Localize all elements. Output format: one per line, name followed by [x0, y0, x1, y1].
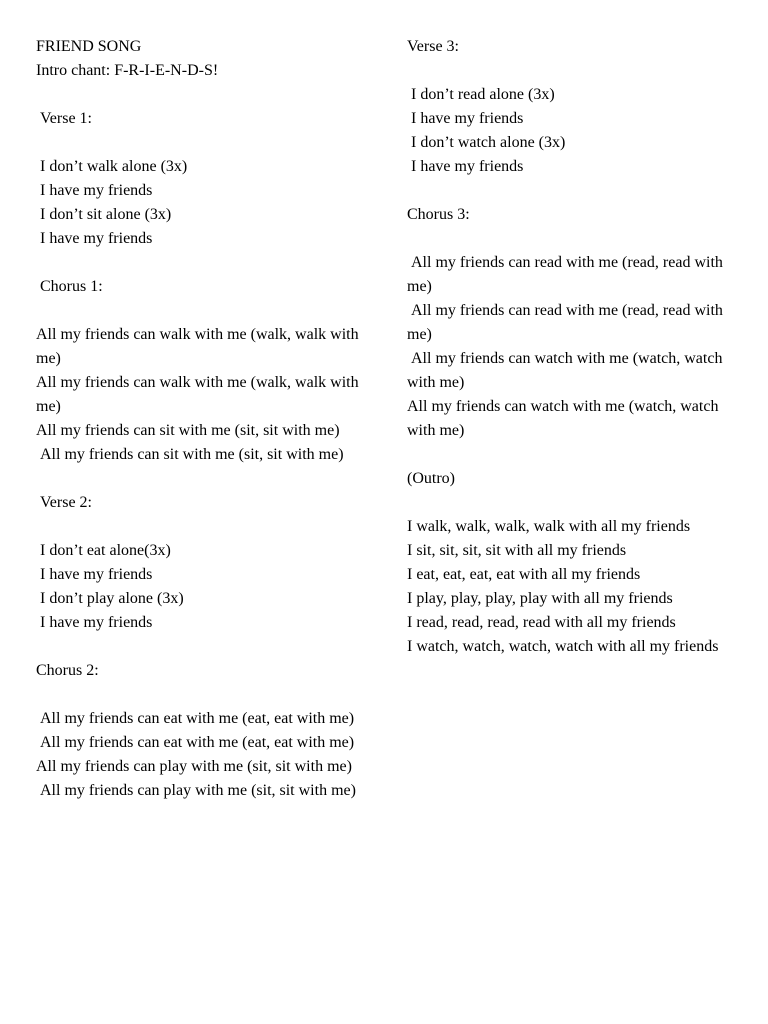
song-line: I have my friends	[407, 158, 524, 175]
song-line: Intro chant: F-R-I-E-N-D-S!	[36, 62, 219, 79]
song-line	[36, 299, 366, 323]
song-line	[36, 635, 366, 659]
song-line	[36, 467, 366, 491]
song-line	[36, 683, 366, 707]
song-line: All my friends can play with me (sit, sit with me)	[36, 758, 352, 775]
song-line: I have my friends	[36, 614, 153, 631]
song-line: Chorus 2:	[36, 662, 99, 679]
song-line: All my friends can read with me (read, read with me)	[407, 254, 727, 295]
song-line: All my friends can sit with me (sit, sit with me)	[36, 446, 344, 463]
song-line: I don’t eat alone(3x)	[36, 542, 171, 559]
song-line	[407, 227, 729, 251]
song-line	[36, 251, 366, 275]
song-line: I have my friends	[36, 566, 153, 583]
song-line: All my friends can watch with me (watch, watch with me)	[407, 398, 723, 439]
left-column	[36, 35, 366, 803]
song-line: I don’t walk alone (3x)	[36, 158, 188, 175]
song-line: I don’t sit alone (3x)	[36, 206, 172, 223]
song-line	[407, 443, 729, 467]
song-line: I play, play, play, play with all my friends	[407, 590, 673, 607]
song-line: All my friends can eat with me (eat, eat with me)	[36, 710, 355, 727]
song-line: (Outro)	[407, 470, 455, 487]
song-line: Chorus 3:	[407, 206, 470, 223]
song-line	[407, 179, 729, 203]
song-line: All my friends can play with me (sit, sit with me)	[36, 782, 356, 799]
song-line	[36, 83, 366, 107]
song-line	[36, 515, 366, 539]
song-line	[36, 131, 366, 155]
song-line: I walk, walk, walk, walk with all my friends	[407, 518, 691, 535]
song-line: Verse 3:	[407, 38, 459, 55]
song-line: I have my friends	[407, 110, 524, 127]
song-line: All my friends can walk with me (walk, walk with me)	[36, 326, 363, 367]
song-line: I sit, sit, sit, sit with all my friends	[407, 542, 627, 559]
song-line: Chorus 1:	[36, 278, 103, 295]
song-line: I don’t read alone (3x)	[407, 86, 555, 103]
song-line: I have my friends	[36, 182, 153, 199]
song-line: I read, read, read, read with all my friends	[407, 614, 676, 631]
song-line: Verse 2:	[36, 494, 92, 511]
song-line: I eat, eat, eat, eat with all my friends	[407, 566, 641, 583]
song-line: I watch, watch, watch, watch with all my friends	[407, 638, 719, 655]
song-line: I don’t play alone (3x)	[36, 590, 184, 607]
song-line: FRIEND SONG	[36, 38, 142, 55]
song-line: Verse 1:	[36, 110, 92, 127]
song-line: All my friends can walk with me (walk, walk with me)	[36, 374, 363, 415]
song-line	[407, 59, 729, 83]
song-line: All my friends can sit with me (sit, sit with me)	[36, 422, 340, 439]
right-column	[407, 35, 729, 659]
song-line: All my friends can watch with me (watch, watch with me)	[407, 350, 727, 391]
song-line: I have my friends	[36, 230, 153, 247]
song-line: All my friends can eat with me (eat, eat with me)	[36, 734, 355, 751]
song-line: All my friends can read with me (read, read with me)	[407, 302, 727, 343]
song-line: I don’t watch alone (3x)	[407, 134, 566, 151]
song-line	[407, 491, 729, 515]
